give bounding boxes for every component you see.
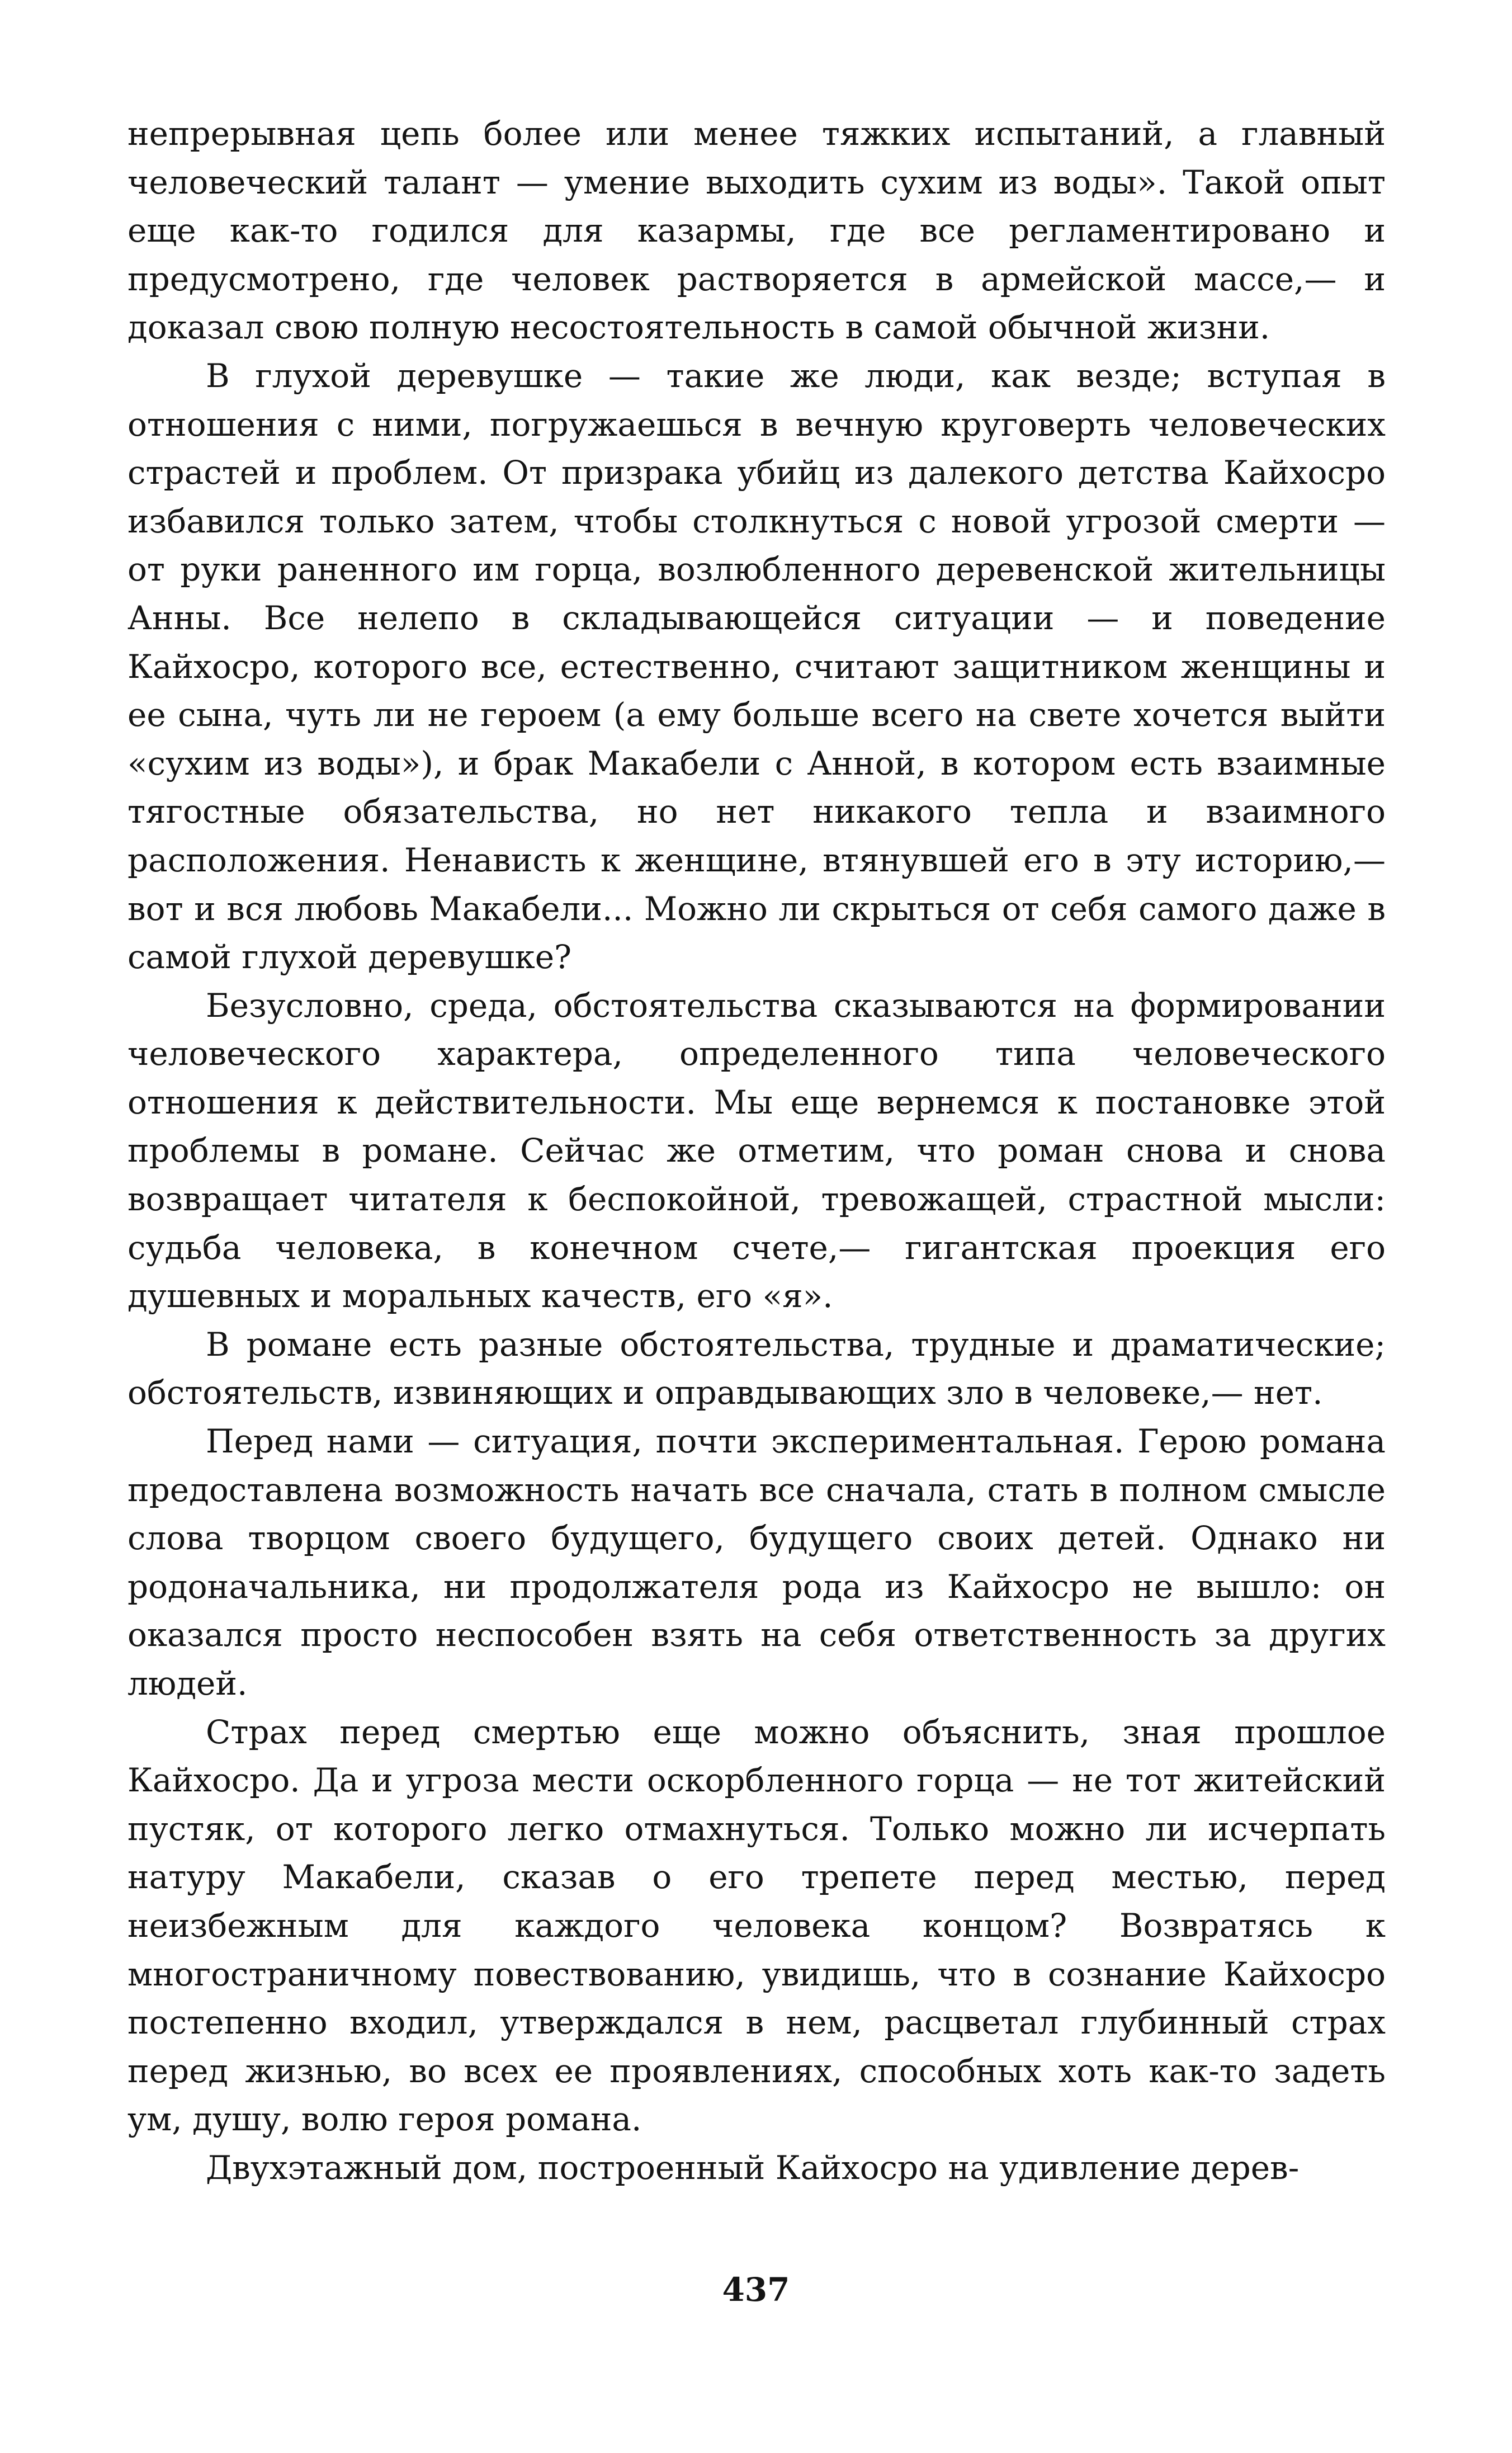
paragraph-4: В романе есть разные обстоятельства, трудные и драматические; обстоятельств, извиняющих и оправдывающих зло в человеке,— нет. [127, 1325, 1386, 1412]
paragraph-7: Двухэтажный дом, построенный Кайхосро на удивление дерев- [206, 2148, 1300, 2187]
paragraph-5: Перед нами — ситуация, почти экспериментальная. Герою романа предоставлена возможность начать все сначала, стать в полном смысле слова творцом своего будущего, будущего своих детей. Однако ни родоначальника, ни продолжателя рода из Кайхосро не вышло: он оказался просто неспособен взять на себя ответственность за других людей. [127, 1422, 1386, 1702]
paragraph-1: непрерывная цепь более или менее тяжких испытаний, а главный человеческий талант — умение выходить сухим из воды». Такой опыт еще как-то годился для казармы, где все регламентировано и предусмотрено, где человек растворяется в армейской массе,— и доказал свою полную несостоятельность в самой обычной жизни. [127, 115, 1386, 347]
body-text [127, 110, 1386, 2192]
paragraph-2: В глухой деревушке — такие же люди, как везде; вступая в отношения с ними, погружаешься в вечную круговерть человеческих страстей и проблем. От призрака убийц из далекого детства Кайхосро избавился только затем, чтобы столкнуться с новой угрозой смерти — от руки раненного им горца, возлюбленного деревенской жительницы Анны. Все нелепо в складывающейся ситуации — и поведение Кайхосро, которого все, естественно, считают защитником женщины и ее сына, чуть ли не героем (а ему больше всего на свете хочется выйти «сухим из воды»), и брак Макабели с Анной, в котором есть взаимные тягостные обязательства, но нет никакого тепла и взаимного расположения. Ненависть к женщине, втянувшей его в эту историю,— вот и вся любовь Макабели... Можно ли скрыться от себя самого даже в самой глухой деревушке? [127, 356, 1386, 977]
paragraph-6: Страх перед смертью еще можно объяснить, зная прошлое Кайхосро. Да и угроза мести оскорбленного горца — не тот житейский пустяк, от которого легко отмахнуться. Только можно ли исчерпать натуру Макабели, сказав о его трепете перед местью, перед неизбежным для каждого человека концом? Возвратясь к многостраничному повествованию, увидишь, что в сознание Кайхосро постепенно входил, утверждался в нем, расцветал глубинный страх перед жизнью, во всех ее проявлениях, способных хоть как-то задеть ум, душу, волю героя романа. [127, 1713, 1386, 2139]
page-number: 437 [722, 2271, 790, 2309]
paragraph-3: Безусловно, среда, обстоятельства сказываются на формировании человеческого характера, определенного типа человеческого отношения к действительности. Мы еще вернемся к постановке этой проблемы в романе. Сейчас же отметим, что роман снова и снова возвращает читателя к беспокойной, тревожащей, страстной мысли: судьба человека, в конечном счете,— гигантская проекция его душевных и моральных качеств, его «я». [127, 986, 1386, 1315]
